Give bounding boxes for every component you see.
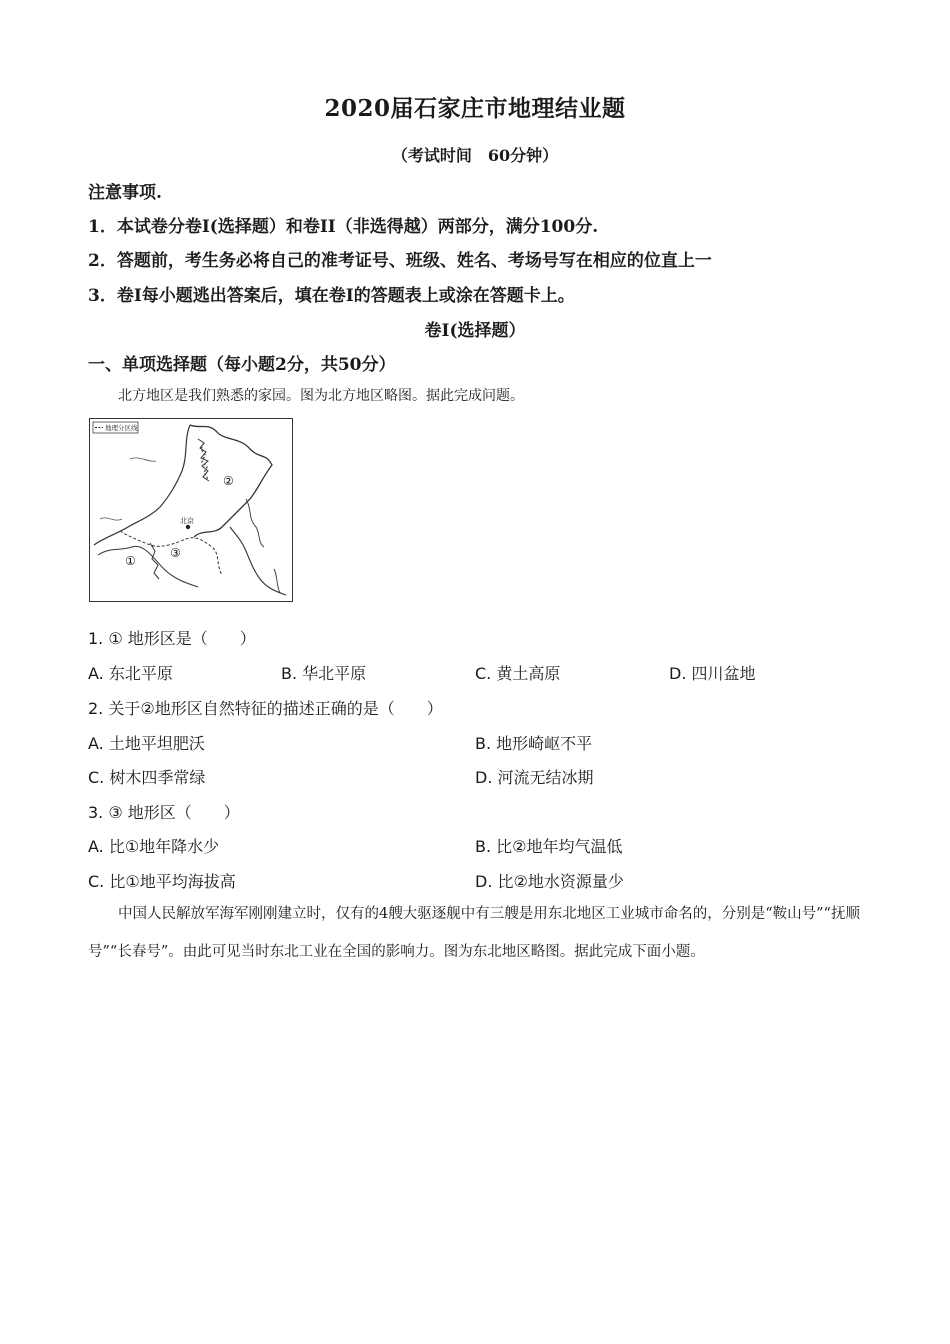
question-2-option-b[interactable]: B. 地形崎岖不平: [475, 734, 593, 753]
note-item: 3．卷Ⅰ每小题逃出答案后，填在卷Ⅰ的答题表上或涂在答题卡上。: [88, 286, 575, 306]
map-marker-3: ③: [170, 546, 181, 560]
question-3-option-d[interactable]: D. 比②地水资源量少: [475, 872, 624, 891]
question-intro: 北方地区是我们熟悉的家园。图为北方地区略图。据此完成问题。: [118, 388, 524, 404]
question-2-option-a[interactable]: A. 土地平坦肥沃: [88, 734, 205, 753]
question-intro-2: 中国人民解放军海军刚刚建立时，仅有的4艘大驱逐舰中有三艘是用东北地区工业城市命名的，分别是“鞍山号”“抚顺号”“长春号”。由此可见当时东北工业在全国的影响力。图为东北地区略图。据此完成下面小题。: [88, 906, 860, 960]
map-marker-1: ①: [125, 554, 136, 568]
note-item: 1．本试卷分卷Ⅰ(选择题）和卷II（非选得越）两部分，满分100分.: [88, 217, 599, 237]
question-2-option-c[interactable]: C. 树木四季常绿: [88, 768, 206, 787]
question-2-stem: 2. 关于②地形区自然特征的描述正确的是（ ）: [88, 699, 443, 718]
map-city-label: 北京: [180, 517, 194, 525]
question-3-stem: 3. ③ 地形区（ ）: [88, 803, 240, 822]
page-title: 2020届石家庄市地理结业题: [324, 95, 626, 122]
notes-heading: 注意事项.: [88, 183, 162, 203]
volume-title: 卷Ⅰ(选择题）: [424, 321, 526, 341]
question-1-option-c[interactable]: C. 黄土高原: [475, 664, 561, 683]
question-3-option-b[interactable]: B. 比②地年均气温低: [475, 837, 623, 856]
map-marker-2: ②: [223, 474, 234, 488]
map-legend-label: 地理分区线: [105, 424, 138, 432]
north-china-map: [89, 418, 293, 602]
question-1-option-b[interactable]: B. 华北平原: [281, 664, 367, 683]
note-item: 2．答题前，考生务必将自己的准考证号、班级、姓名、考场号写在相应的位直上一: [88, 251, 712, 271]
part-title: 一、单项选择题（每小题2分，共50分）: [88, 355, 396, 375]
question-1-option-d[interactable]: D. 四川盆地: [669, 664, 756, 683]
question-3-option-a[interactable]: A. 比①地年降水少: [88, 837, 220, 856]
question-1-stem: 1. ① 地形区是（ ）: [88, 629, 256, 648]
question-1-option-a[interactable]: A. 东北平原: [88, 664, 173, 683]
question-2-option-d[interactable]: D. 河流无结冰期: [475, 768, 594, 787]
exam-time: （考试时间 60分钟）: [391, 146, 559, 165]
question-3-option-c[interactable]: C. 比①地平均海拔高: [88, 872, 236, 891]
